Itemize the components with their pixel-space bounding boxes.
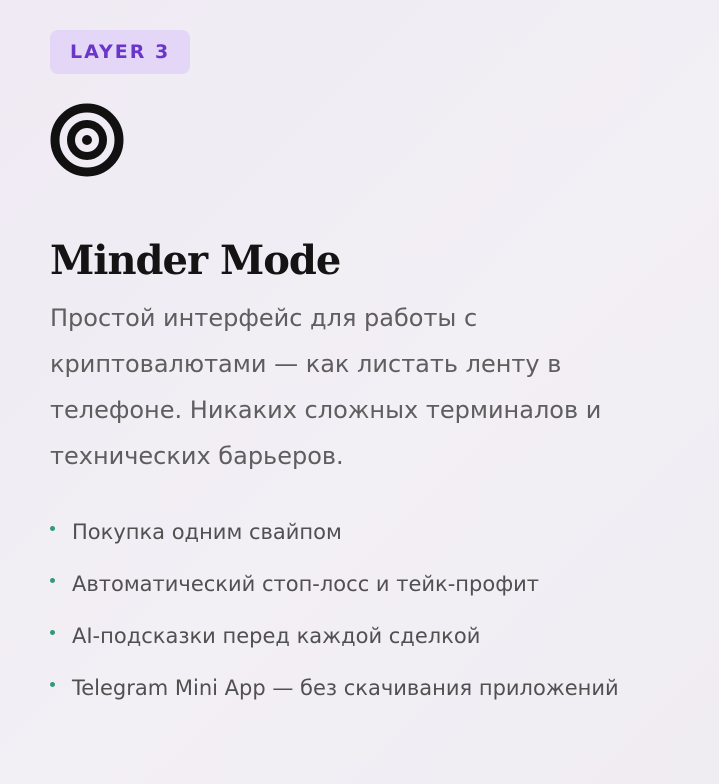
layer-badge: LAYER 3 — [50, 30, 190, 74]
bullet-icon — [50, 630, 55, 635]
bullet-icon — [50, 578, 55, 583]
target-icon — [50, 103, 124, 177]
feature-item — [50, 666, 710, 718]
feature-item — [50, 614, 710, 666]
feature-text: Покупка одним свайпом — [72, 520, 342, 544]
card-title: Minder Mode — [50, 237, 341, 284]
layer-card — [50, 30, 690, 700]
feature-text: Telegram Mini App — без скачивания приложений — [72, 676, 619, 700]
feature-text: AI-подсказки перед каждой сделкой — [72, 624, 481, 648]
feature-item — [50, 562, 710, 614]
bullet-icon — [50, 682, 55, 687]
feature-list — [50, 510, 710, 718]
card-description: Простой интерфейс для работы с криптовалютами — как листать ленту в телефоне. Никаких сложных терминалов и технических барьеров. — [50, 304, 602, 470]
feature-text: Автоматический стоп-лосс и тейк-профит — [72, 572, 540, 596]
feature-item — [50, 510, 710, 562]
bullet-icon — [50, 526, 55, 531]
